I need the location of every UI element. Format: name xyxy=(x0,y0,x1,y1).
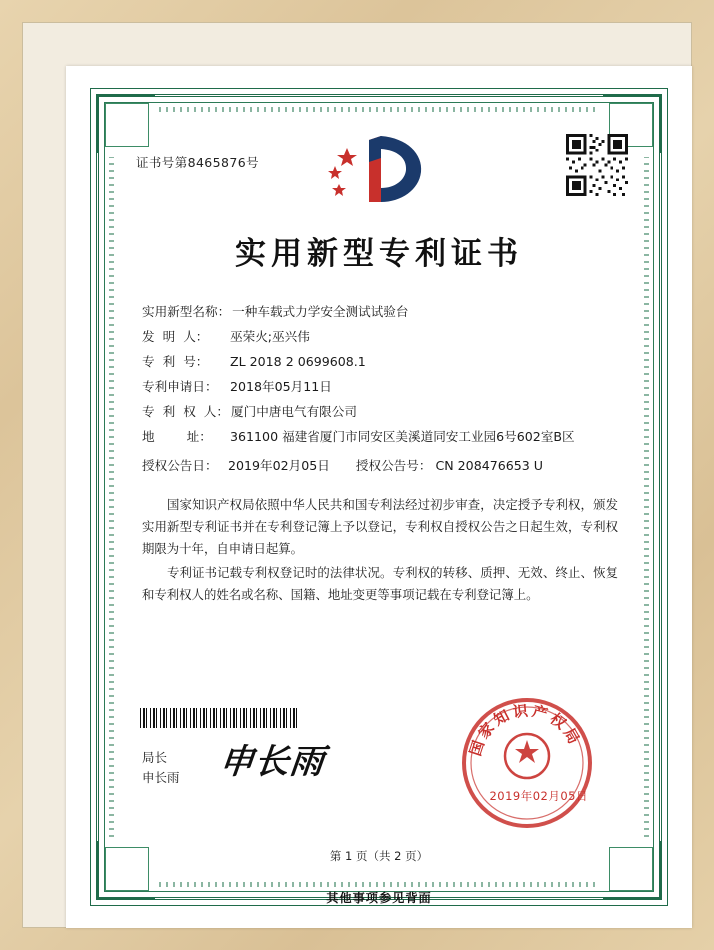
field-value: 2018年05月11日 xyxy=(230,379,332,394)
field-label: 专利申请日： xyxy=(142,379,218,394)
field-value: ZL 2018 2 0699608.1 xyxy=(230,354,366,369)
field-value: 一种车载式力学安全测试试验台 xyxy=(232,304,409,319)
border-pattern-right xyxy=(644,157,649,837)
field-label: 专 利 权 人： xyxy=(142,404,229,419)
page-number: 第 1 页（共 2 页） xyxy=(329,849,429,863)
handwritten-signature: 申长雨 xyxy=(217,742,327,782)
field-label: 专 利 号： xyxy=(142,354,209,369)
legal-paragraph-1: 国家知识产权局依照中华人民共和国专利法经过初步审查，决定授予专利权，颁发实用新型专利证书并在专利登记簿上予以登记，专利权自授权公告之日起生效，专利权期限为十年，自申请日起算。 xyxy=(142,497,618,556)
svg-text:国家知识产权局: 国家知识产权局 xyxy=(466,701,585,759)
field-value: 361100 福建省厦门市同安区美溪道同安工业园6号602室B区 xyxy=(230,429,575,444)
signer-role: 局长 xyxy=(142,750,168,765)
legal-text xyxy=(124,494,634,606)
field-label: 发 明 人： xyxy=(142,329,209,344)
cnipa-logo xyxy=(323,128,435,208)
barcode xyxy=(140,708,300,728)
certificate-content xyxy=(124,128,634,888)
grant-date-label: 授权公告日： xyxy=(142,458,218,473)
signer-name: 申长雨 xyxy=(142,770,180,785)
official-red-seal xyxy=(460,696,594,830)
border-pattern-top xyxy=(159,107,599,112)
field-row xyxy=(142,349,620,374)
seal-date: 2019年02月05日 xyxy=(489,789,588,803)
qr-code xyxy=(566,134,628,196)
border-pattern-left xyxy=(109,157,114,837)
footnote: 其他事项参见背面 xyxy=(326,891,432,905)
field-row xyxy=(142,399,620,424)
field-row xyxy=(142,299,620,324)
field-list xyxy=(124,299,634,478)
field-value: 厦门中唐电气有限公司 xyxy=(231,404,357,419)
field-label: 地 址： xyxy=(142,429,212,444)
certificate-header xyxy=(124,128,634,214)
signer-block xyxy=(142,748,180,788)
grant-row xyxy=(142,453,620,478)
legal-paragraph-2: 专利证书记载专利权登记时的法律状况。专利权的转移、质押、无效、终止、恢复和专利权人的姓名或名称、国籍、地址变更等事项记载在专利登记簿上。 xyxy=(142,565,618,602)
field-row xyxy=(142,374,620,399)
field-row xyxy=(142,424,620,449)
grant-number-label: 授权公告号： xyxy=(355,458,432,473)
field-value: 巫荣火;巫兴伟 xyxy=(230,329,310,344)
certificate-footer xyxy=(124,690,634,840)
grant-number-value: CN 208476653 U xyxy=(435,458,544,473)
grant-date-value: 2019年02月05日 xyxy=(228,458,330,473)
field-label: 实用新型名称： xyxy=(142,304,231,319)
page-title: 实用新型专利证书 xyxy=(235,236,523,272)
certificate-number: 证书号第8465876号 xyxy=(136,155,259,170)
certificate-paper xyxy=(66,66,692,928)
certificate-mat-frame xyxy=(22,22,692,928)
field-row xyxy=(142,324,620,349)
